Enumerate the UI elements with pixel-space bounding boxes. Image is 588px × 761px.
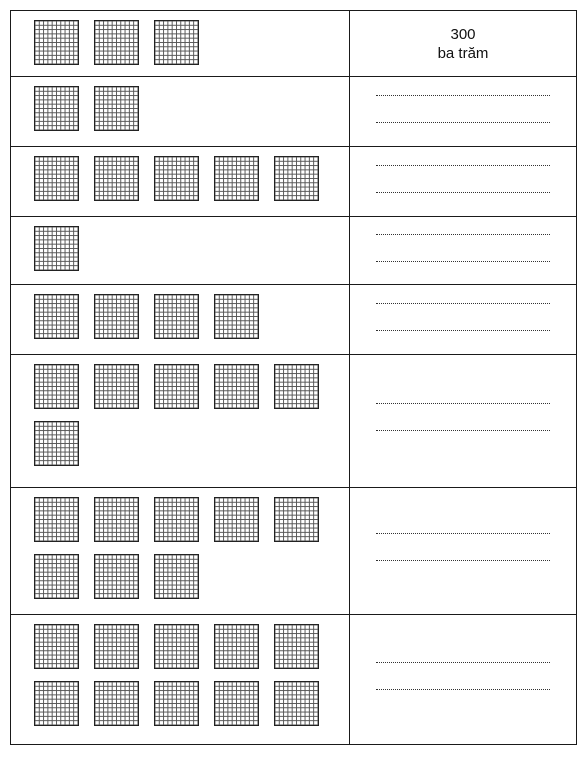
number-answer-line[interactable] bbox=[376, 403, 550, 404]
blocks-line bbox=[34, 497, 349, 542]
hundred-grid-block bbox=[34, 156, 79, 201]
blocks-line bbox=[34, 681, 349, 726]
hundred-grid-block bbox=[34, 497, 79, 542]
blocks-group bbox=[11, 355, 349, 466]
blocks-cell bbox=[11, 217, 350, 285]
words-answer-line[interactable] bbox=[376, 430, 550, 431]
hundred-grid-block bbox=[274, 497, 319, 542]
number-answer-line[interactable] bbox=[376, 234, 550, 235]
hundred-grid-block bbox=[214, 364, 259, 409]
answer-lines bbox=[376, 403, 550, 431]
number-answer-line[interactable] bbox=[376, 303, 550, 304]
blocks-cell bbox=[11, 11, 350, 77]
blocks-line bbox=[34, 226, 349, 271]
hundred-grid-block bbox=[154, 364, 199, 409]
answer-cell[interactable] bbox=[350, 217, 577, 285]
example-answer bbox=[350, 11, 576, 76]
hundred-grid-block bbox=[154, 624, 199, 669]
hundreds-worksheet-table bbox=[10, 10, 577, 745]
answer-cell[interactable] bbox=[350, 77, 577, 147]
hundred-grid-block bbox=[214, 681, 259, 726]
hundred-grid-block bbox=[94, 554, 139, 599]
blocks-cell bbox=[11, 147, 350, 217]
hundred-grid-block bbox=[94, 497, 139, 542]
answer-cell bbox=[350, 11, 577, 77]
hundred-grid-block bbox=[214, 497, 259, 542]
worksheet-row bbox=[11, 77, 577, 147]
hundred-grid-block bbox=[214, 294, 259, 339]
blocks-cell bbox=[11, 285, 350, 355]
blocks-group bbox=[11, 11, 349, 65]
answer-cell[interactable] bbox=[350, 615, 577, 745]
words-answer-line[interactable] bbox=[376, 261, 550, 262]
hundred-grid-block bbox=[34, 421, 79, 466]
hundred-grid-block bbox=[34, 86, 79, 131]
hundred-grid-block bbox=[34, 294, 79, 339]
words-answer-line[interactable] bbox=[376, 689, 550, 690]
answer-cell[interactable] bbox=[350, 147, 577, 217]
words-answer-line[interactable] bbox=[376, 330, 550, 331]
answer-cell[interactable] bbox=[350, 285, 577, 355]
worksheet-row bbox=[11, 217, 577, 285]
hundred-grid-block bbox=[94, 364, 139, 409]
answer-lines bbox=[376, 533, 550, 561]
words-answer-line[interactable] bbox=[376, 122, 550, 123]
hundred-grid-block bbox=[154, 554, 199, 599]
hundred-grid-block bbox=[94, 156, 139, 201]
answer-cell[interactable] bbox=[350, 488, 577, 615]
blocks-line bbox=[34, 421, 349, 466]
hundred-grid-block bbox=[34, 554, 79, 599]
blocks-cell bbox=[11, 488, 350, 615]
answer-lines bbox=[376, 234, 550, 262]
number-answer-line[interactable] bbox=[376, 95, 550, 96]
hundred-grid-block bbox=[274, 156, 319, 201]
hundred-grid-block bbox=[94, 20, 139, 65]
hundred-grid-block bbox=[154, 681, 199, 726]
hundred-grid-block bbox=[94, 86, 139, 131]
hundred-grid-block bbox=[34, 364, 79, 409]
blocks-group bbox=[11, 77, 349, 131]
worksheet-row bbox=[11, 355, 577, 488]
number-answer-line[interactable] bbox=[376, 165, 550, 166]
hundred-grid-block bbox=[34, 20, 79, 65]
answer-lines bbox=[376, 165, 550, 193]
hundred-grid-block bbox=[274, 681, 319, 726]
blocks-group bbox=[11, 217, 349, 271]
blocks-group bbox=[11, 488, 349, 599]
blocks-line bbox=[34, 554, 349, 599]
answer-lines bbox=[376, 662, 550, 690]
hundred-grid-block bbox=[154, 20, 199, 65]
blocks-cell bbox=[11, 77, 350, 147]
number-answer-line[interactable] bbox=[376, 662, 550, 663]
blocks-line bbox=[34, 364, 349, 409]
answer-lines bbox=[376, 95, 550, 123]
answer-lines bbox=[376, 303, 550, 331]
worksheet-body bbox=[11, 11, 577, 745]
worksheet-row bbox=[11, 11, 577, 77]
worksheet-row bbox=[11, 488, 577, 615]
blocks-line bbox=[34, 156, 349, 201]
worksheet-row bbox=[11, 285, 577, 355]
worksheet-row bbox=[11, 615, 577, 745]
hundred-grid-block bbox=[94, 294, 139, 339]
worksheet-row bbox=[11, 147, 577, 217]
hundred-grid-block bbox=[274, 624, 319, 669]
answer-number: 300 bbox=[450, 25, 476, 43]
number-answer-line[interactable] bbox=[376, 533, 550, 534]
hundred-grid-block bbox=[34, 226, 79, 271]
hundred-grid-block bbox=[274, 364, 319, 409]
hundred-grid-block bbox=[34, 624, 79, 669]
hundred-grid-block bbox=[154, 294, 199, 339]
blocks-cell bbox=[11, 615, 350, 745]
hundred-grid-block bbox=[214, 624, 259, 669]
blocks-group bbox=[11, 147, 349, 201]
hundred-grid-block bbox=[154, 497, 199, 542]
hundred-grid-block bbox=[154, 156, 199, 201]
hundred-grid-block bbox=[94, 681, 139, 726]
blocks-line bbox=[34, 624, 349, 669]
blocks-line bbox=[34, 86, 349, 131]
words-answer-line[interactable] bbox=[376, 192, 550, 193]
hundred-grid-block bbox=[214, 156, 259, 201]
blocks-line bbox=[34, 20, 349, 65]
words-answer-line[interactable] bbox=[376, 560, 550, 561]
hundred-grid-block bbox=[34, 681, 79, 726]
blocks-line bbox=[34, 294, 349, 339]
blocks-cell bbox=[11, 355, 350, 488]
answer-cell[interactable] bbox=[350, 355, 577, 488]
blocks-group bbox=[11, 285, 349, 339]
hundred-grid-block bbox=[94, 624, 139, 669]
blocks-group bbox=[11, 615, 349, 726]
answer-words: ba trăm bbox=[437, 44, 489, 62]
